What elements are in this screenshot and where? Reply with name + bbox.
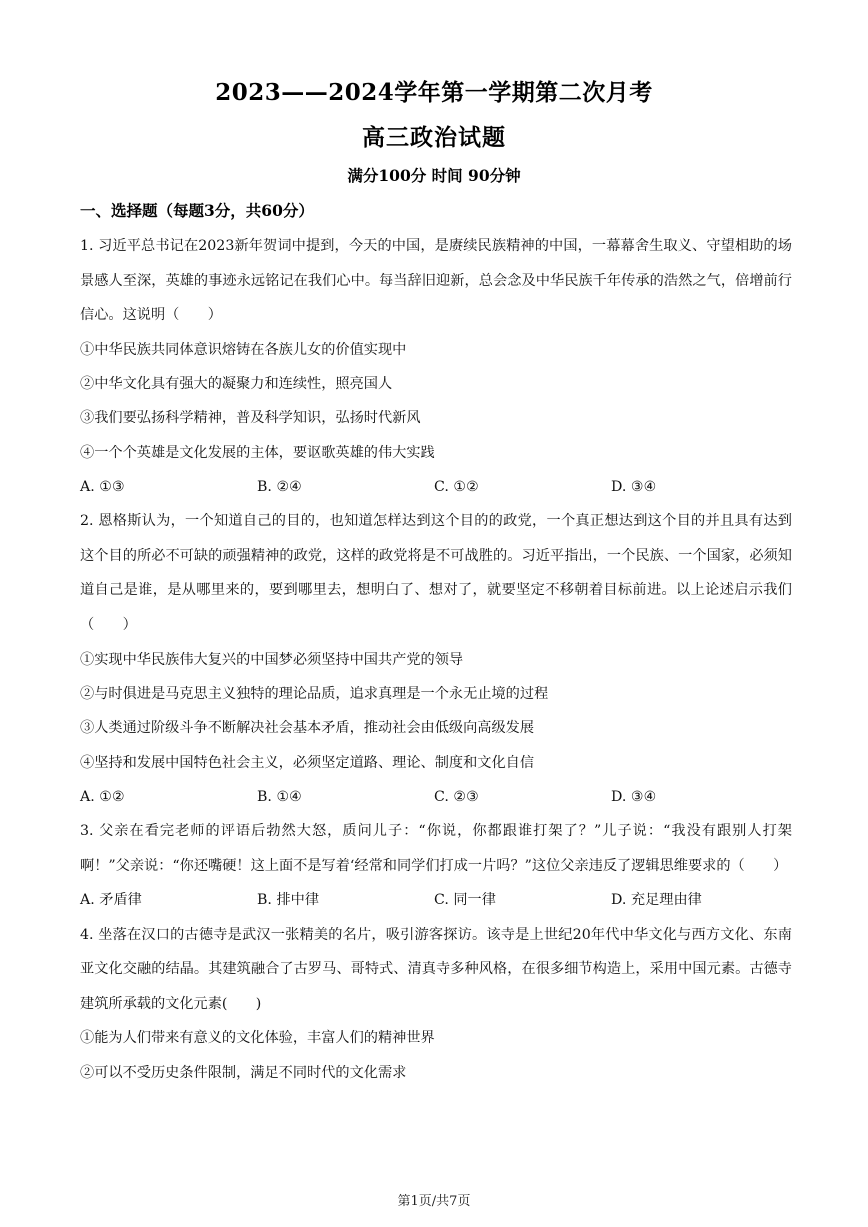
statement-option: ②可以不受历史条件限制，满足不同时代的文化需求	[80, 1064, 407, 1081]
section-heading: 一、选择题（每题3分，共60分）	[80, 201, 314, 220]
choice-a: A. ①②	[80, 788, 125, 805]
question-stem: 2. 恩格斯认为，一个知道自己的目的，也知道怎样达到这个目的的政党，一个真正想达到这个目的并且具有达到这个目的所必不可缺的顽强精神的政党，这样的政党将是不可战胜的。习近平指出，一个民族、一个国家，必须知道自己是谁，是从哪里来的，要到哪里去，想明白了、想对了，就要坚定不移朝着目标前进。以上论述启示我们（ ）	[80, 513, 792, 634]
answer-choices	[80, 780, 792, 814]
statement-option: ③我们要弘扬科学精神，普及科学知识，弘扬时代新风	[80, 410, 421, 427]
question-4	[80, 918, 792, 1090]
choice-a: A. 矛盾律	[80, 892, 142, 909]
page-number: 第1页/共7页	[397, 1194, 471, 1209]
choice-c: C. ②③	[434, 788, 479, 805]
statement-option: ②与时俱进是马克思主义独特的理论品质，追求真理是一个永无止境的过程	[80, 685, 549, 702]
choice-d: D. 充足理由律	[611, 892, 702, 909]
question-2	[80, 504, 792, 814]
statement-option: ④一个个英雄是文化发展的主体，要讴歌英雄的伟大实践	[80, 444, 435, 461]
question-stem: 4. 坐落在汉口的古德寺是武汉一张精美的名片，吸引游客探访。该寺是上世纪20年代中华文化与西方文化、东南亚文化交融的结晶。其建筑融合了古罗马、哥特式、清真寺多种风格，在很多细节构造上，采用中国元素。古德寺建筑所承载的文化元素( )	[80, 926, 792, 1012]
question-list	[80, 229, 792, 1090]
answer-choices	[80, 883, 792, 917]
statement-option: ④坚持和发展中国特色社会主义，必须坚定道路、理论、制度和文化自信	[80, 754, 535, 771]
answer-choices	[80, 470, 792, 504]
statement-option: ②中华文化具有强大的凝聚力和连续性，照亮国人	[80, 376, 393, 393]
choice-c: C. ①②	[434, 478, 479, 495]
statement-option: ①能为人们带来有意义的文化体验，丰富人们的精神世界	[80, 1030, 435, 1047]
question-stem: 3. 父亲在看完老师的评语后勃然大怒，质问儿子：“你说，你都跟谁打架了？”儿子说：“我没有跟别人打架啊！”父亲说：“你还嘴硬！这上面不是写着‘经常和同学们打成一片吗？”这位父亲违反了逻辑思维要求的（ ）	[80, 823, 792, 874]
choice-a: A. ①③	[80, 478, 125, 495]
exam-meta: 满分100分 时间 90分钟	[347, 166, 521, 185]
choice-c: C. 同一律	[434, 892, 496, 909]
exam-title: 2023——2024学年第一学期第二次月考	[215, 79, 653, 106]
question-1	[80, 229, 792, 504]
choice-b: B. ①④	[257, 788, 302, 805]
question-stem: 1. 习近平总书记在2023新年贺词中提到，今天的中国，是赓续民族精神的中国，一幕幕舍生取义、守望相助的场景感人至深，英雄的事迹永远铭记在我们心中。每当辞旧迎新，总会念及中华民族千年传承的浩然之气，倍增前行信心。这说明（ ）	[80, 238, 792, 324]
statement-option: ①中华民族共同体意识熔铸在各族儿女的价值实现中	[80, 341, 407, 358]
choice-d: D. ③④	[611, 478, 657, 495]
exam-subtitle: 高三政治试题	[362, 124, 506, 151]
statement-option: ③人类通过阶级斗争不断解决社会基本矛盾，推动社会由低级向高级发展	[80, 720, 535, 737]
choice-d: D. ③④	[611, 788, 657, 805]
choice-b: B. ②④	[257, 478, 302, 495]
statement-option: ①实现中华民族伟大复兴的中国梦必须坚持中国共产党的领导	[80, 651, 464, 668]
choice-b: B. 排中律	[257, 892, 320, 909]
question-3	[80, 814, 792, 917]
